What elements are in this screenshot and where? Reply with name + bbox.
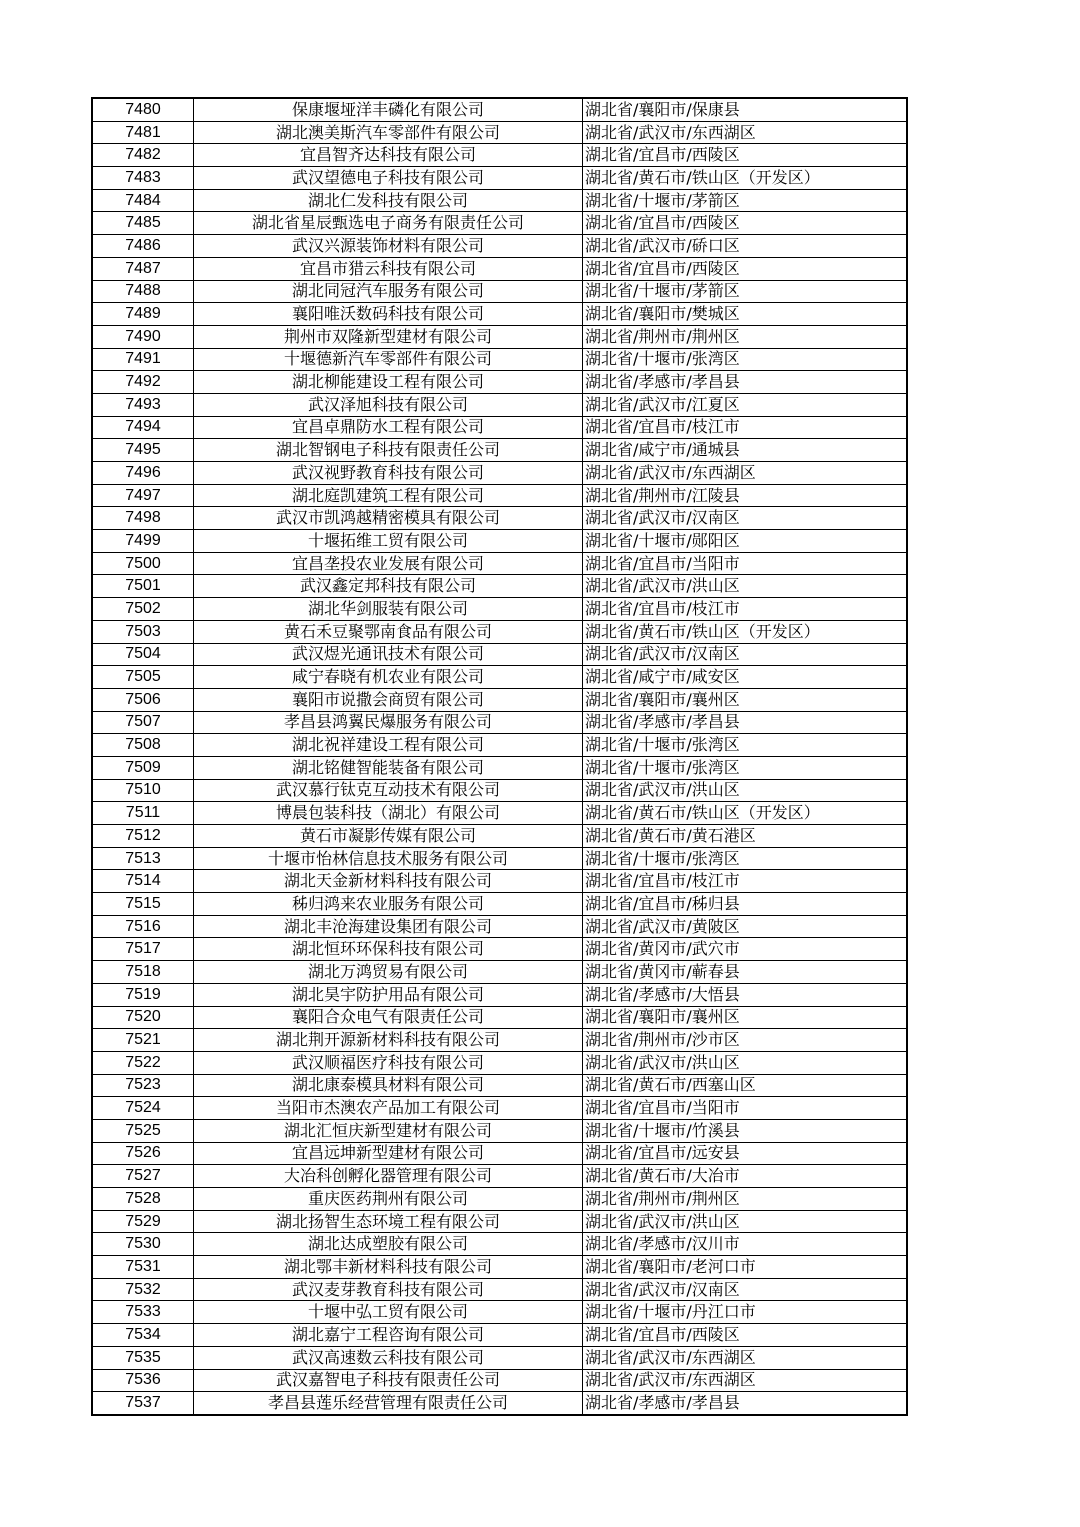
company-name-cell: 湖北荆开源新材料科技有限公司 <box>194 1029 583 1052</box>
company-name-cell: 黄石市凝影传媒有限公司 <box>194 825 583 848</box>
table-row <box>92 371 907 394</box>
region-cell: 湖北省/宜昌市/西陵区 <box>583 144 908 167</box>
region-cell: 湖北省/十堰市/丹江口市 <box>583 1301 908 1324</box>
row-number-cell: 7484 <box>92 189 194 212</box>
table-row <box>92 1210 907 1233</box>
region-cell: 湖北省/宜昌市/当阳市 <box>583 552 908 575</box>
row-number-cell: 7530 <box>92 1233 194 1256</box>
table-row <box>92 1233 907 1256</box>
company-name-cell: 襄阳唯沃数码科技有限公司 <box>194 303 583 326</box>
table-row <box>92 212 907 235</box>
row-number-cell: 7495 <box>92 439 194 462</box>
region-cell: 湖北省/宜昌市/远安县 <box>583 1142 908 1165</box>
table-row <box>92 598 907 621</box>
company-name-cell: 孝昌县鸿翼民爆服务有限公司 <box>194 711 583 734</box>
company-name-cell: 湖北省星辰甄选电子商务有限责任公司 <box>194 212 583 235</box>
region-cell: 湖北省/孝感市/孝昌县 <box>583 711 908 734</box>
row-number-cell: 7482 <box>92 144 194 167</box>
company-name-cell: 秭归鸿来农业服务有限公司 <box>194 893 583 916</box>
region-cell: 湖北省/孝感市/孝昌县 <box>583 1392 908 1415</box>
table-row <box>92 756 907 779</box>
table-row <box>92 121 907 144</box>
row-number-cell: 7503 <box>92 620 194 643</box>
region-cell: 湖北省/孝感市/孝昌县 <box>583 371 908 394</box>
company-name-cell: 湖北丰沧海建设集团有限公司 <box>194 915 583 938</box>
table-row <box>92 1392 907 1415</box>
row-number-cell: 7517 <box>92 938 194 961</box>
row-number-cell: 7489 <box>92 303 194 326</box>
row-number-cell: 7525 <box>92 1119 194 1142</box>
region-cell: 湖北省/十堰市/郧阳区 <box>583 530 908 553</box>
row-number-cell: 7516 <box>92 915 194 938</box>
row-number-cell: 7512 <box>92 825 194 848</box>
company-name-cell: 武汉望德电子科技有限公司 <box>194 167 583 190</box>
table-row <box>92 575 907 598</box>
company-name-cell: 孝昌县莲乐经营管理有限责任公司 <box>194 1392 583 1415</box>
table-row <box>92 734 907 757</box>
row-number-cell: 7522 <box>92 1051 194 1074</box>
table-row <box>92 983 907 1006</box>
row-number-cell: 7488 <box>92 280 194 303</box>
region-cell: 湖北省/武汉市/洪山区 <box>583 575 908 598</box>
region-cell: 湖北省/孝感市/汉川市 <box>583 1233 908 1256</box>
table-row <box>92 144 907 167</box>
row-number-cell: 7535 <box>92 1346 194 1369</box>
region-cell: 湖北省/襄阳市/襄州区 <box>583 1006 908 1029</box>
row-number-cell: 7508 <box>92 734 194 757</box>
table-row <box>92 1119 907 1142</box>
table-row <box>92 1188 907 1211</box>
row-number-cell: 7529 <box>92 1210 194 1233</box>
row-number-cell: 7532 <box>92 1278 194 1301</box>
row-number-cell: 7486 <box>92 235 194 258</box>
table-row <box>92 280 907 303</box>
row-number-cell: 7480 <box>92 98 194 121</box>
row-number-cell: 7506 <box>92 688 194 711</box>
table-row <box>92 779 907 802</box>
table-row <box>92 1165 907 1188</box>
row-number-cell: 7527 <box>92 1165 194 1188</box>
company-name-cell: 宜昌智齐达科技有限公司 <box>194 144 583 167</box>
company-name-cell: 湖北智钢电子科技有限责任公司 <box>194 439 583 462</box>
table-row <box>92 1074 907 1097</box>
table-row <box>92 1346 907 1369</box>
company-name-cell: 博晨包装科技（湖北）有限公司 <box>194 802 583 825</box>
table-row <box>92 620 907 643</box>
row-number-cell: 7521 <box>92 1029 194 1052</box>
region-cell: 湖北省/武汉市/江夏区 <box>583 393 908 416</box>
company-name-cell: 湖北扬智生态环境工程有限公司 <box>194 1210 583 1233</box>
row-number-cell: 7509 <box>92 756 194 779</box>
company-name-cell: 湖北鄂丰新材料科技有限公司 <box>194 1256 583 1279</box>
table-row <box>92 1278 907 1301</box>
table-row <box>92 1142 907 1165</box>
region-cell: 湖北省/武汉市/东西湖区 <box>583 1369 908 1392</box>
table-row <box>92 847 907 870</box>
row-number-cell: 7511 <box>92 802 194 825</box>
table-row <box>92 507 907 530</box>
row-number-cell: 7528 <box>92 1188 194 1211</box>
table-row <box>92 961 907 984</box>
region-cell: 湖北省/宜昌市/枝江市 <box>583 416 908 439</box>
region-cell: 湖北省/宜昌市/西陵区 <box>583 212 908 235</box>
region-cell: 湖北省/十堰市/竹溪县 <box>583 1119 908 1142</box>
company-name-cell: 湖北铭健智能装备有限公司 <box>194 756 583 779</box>
company-name-cell: 黄石禾豆聚鄂南食品有限公司 <box>194 620 583 643</box>
table-row <box>92 303 907 326</box>
region-cell: 湖北省/武汉市/硚口区 <box>583 235 908 258</box>
table-row <box>92 1301 907 1324</box>
company-name-cell: 武汉慕行钛克互动技术有限公司 <box>194 779 583 802</box>
row-number-cell: 7485 <box>92 212 194 235</box>
row-number-cell: 7505 <box>92 666 194 689</box>
row-number-cell: 7519 <box>92 983 194 1006</box>
company-name-cell: 湖北澳美斯汽车零部件有限公司 <box>194 121 583 144</box>
row-number-cell: 7518 <box>92 961 194 984</box>
table-row <box>92 870 907 893</box>
table-row <box>92 552 907 575</box>
row-number-cell: 7487 <box>92 257 194 280</box>
region-cell: 湖北省/十堰市/张湾区 <box>583 734 908 757</box>
region-cell: 湖北省/咸宁市/通城县 <box>583 439 908 462</box>
table-row <box>92 167 907 190</box>
row-number-cell: 7504 <box>92 643 194 666</box>
company-name-cell: 湖北天金新材料科技有限公司 <box>194 870 583 893</box>
company-name-cell: 武汉鑫定邦科技有限公司 <box>194 575 583 598</box>
region-cell: 湖北省/黄石市/黄石港区 <box>583 825 908 848</box>
region-cell: 湖北省/襄阳市/樊城区 <box>583 303 908 326</box>
region-cell: 湖北省/孝感市/大悟县 <box>583 983 908 1006</box>
table-row <box>92 802 907 825</box>
region-cell: 湖北省/黄石市/铁山区（开发区） <box>583 620 908 643</box>
row-number-cell: 7510 <box>92 779 194 802</box>
region-cell: 湖北省/黄冈市/武穴市 <box>583 938 908 961</box>
table-row <box>92 1029 907 1052</box>
row-number-cell: 7500 <box>92 552 194 575</box>
company-name-cell: 重庆医药荆州有限公司 <box>194 1188 583 1211</box>
company-name-cell: 保康堰垭洋丰磷化有限公司 <box>194 98 583 121</box>
row-number-cell: 7524 <box>92 1097 194 1120</box>
company-list-table <box>91 97 908 1416</box>
company-list-body <box>92 98 907 1415</box>
company-name-cell: 宜昌卓鼎防水工程有限公司 <box>194 416 583 439</box>
company-name-cell: 武汉顺福医疗科技有限公司 <box>194 1051 583 1074</box>
row-number-cell: 7507 <box>92 711 194 734</box>
company-name-cell: 湖北康泰模具材料有限公司 <box>194 1074 583 1097</box>
row-number-cell: 7496 <box>92 462 194 485</box>
row-number-cell: 7501 <box>92 575 194 598</box>
company-name-cell: 湖北汇恒庆新型建材有限公司 <box>194 1119 583 1142</box>
company-name-cell: 十堰市怡林信息技术服务有限公司 <box>194 847 583 870</box>
company-name-cell: 湖北祝祥建设工程有限公司 <box>194 734 583 757</box>
row-number-cell: 7491 <box>92 348 194 371</box>
row-number-cell: 7481 <box>92 121 194 144</box>
company-name-cell: 宜昌垄投农业发展有限公司 <box>194 552 583 575</box>
company-name-cell: 荆州市双隆新型建材有限公司 <box>194 325 583 348</box>
table-row <box>92 257 907 280</box>
company-name-cell: 武汉视野教育科技有限公司 <box>194 462 583 485</box>
region-cell: 湖北省/宜昌市/枝江市 <box>583 598 908 621</box>
row-number-cell: 7499 <box>92 530 194 553</box>
company-name-cell: 湖北庭凯建筑工程有限公司 <box>194 484 583 507</box>
row-number-cell: 7492 <box>92 371 194 394</box>
region-cell: 湖北省/黄石市/西塞山区 <box>583 1074 908 1097</box>
table-row <box>92 98 907 121</box>
company-name-cell: 宜昌市猎云科技有限公司 <box>194 257 583 280</box>
company-name-cell: 武汉高速数云科技有限公司 <box>194 1346 583 1369</box>
company-name-cell: 武汉嘉智电子科技有限责任公司 <box>194 1369 583 1392</box>
table-row <box>92 688 907 711</box>
table-row <box>92 643 907 666</box>
region-cell: 湖北省/武汉市/东西湖区 <box>583 1346 908 1369</box>
company-name-cell: 襄阳合众电气有限责任公司 <box>194 1006 583 1029</box>
region-cell: 湖北省/荆州市/荆州区 <box>583 325 908 348</box>
row-number-cell: 7490 <box>92 325 194 348</box>
table-row <box>92 235 907 258</box>
row-number-cell: 7533 <box>92 1301 194 1324</box>
company-name-cell: 武汉煜光通讯技术有限公司 <box>194 643 583 666</box>
table-row <box>92 393 907 416</box>
company-name-cell: 湖北嘉宁工程咨询有限公司 <box>194 1324 583 1347</box>
company-name-cell: 十堰德新汽车零部件有限公司 <box>194 348 583 371</box>
region-cell: 湖北省/宜昌市/枝江市 <box>583 870 908 893</box>
region-cell: 湖北省/黄冈市/蕲春县 <box>583 961 908 984</box>
region-cell: 湖北省/十堰市/张湾区 <box>583 348 908 371</box>
region-cell: 湖北省/咸宁市/咸安区 <box>583 666 908 689</box>
region-cell: 湖北省/十堰市/张湾区 <box>583 847 908 870</box>
region-cell: 湖北省/十堰市/茅箭区 <box>583 280 908 303</box>
row-number-cell: 7531 <box>92 1256 194 1279</box>
company-name-cell: 湖北同冠汽车服务有限公司 <box>194 280 583 303</box>
table-row <box>92 711 907 734</box>
region-cell: 湖北省/黄石市/铁山区（开发区） <box>583 802 908 825</box>
table-row <box>92 416 907 439</box>
row-number-cell: 7536 <box>92 1369 194 1392</box>
region-cell: 湖北省/武汉市/东西湖区 <box>583 121 908 144</box>
company-name-cell: 武汉市凯鸿越精密模具有限公司 <box>194 507 583 530</box>
region-cell: 湖北省/武汉市/洪山区 <box>583 1210 908 1233</box>
company-name-cell: 咸宁春晓有机农业有限公司 <box>194 666 583 689</box>
row-number-cell: 7483 <box>92 167 194 190</box>
region-cell: 湖北省/武汉市/汉南区 <box>583 1278 908 1301</box>
company-name-cell: 湖北恒环环保科技有限公司 <box>194 938 583 961</box>
company-name-cell: 当阳市杰澳农产品加工有限公司 <box>194 1097 583 1120</box>
table-row <box>92 893 907 916</box>
region-cell: 湖北省/武汉市/汉南区 <box>583 507 908 530</box>
row-number-cell: 7537 <box>92 1392 194 1415</box>
row-number-cell: 7493 <box>92 393 194 416</box>
region-cell: 湖北省/襄阳市/襄州区 <box>583 688 908 711</box>
company-name-cell: 湖北达成塑胶有限公司 <box>194 1233 583 1256</box>
row-number-cell: 7498 <box>92 507 194 530</box>
region-cell: 湖北省/宜昌市/西陵区 <box>583 1324 908 1347</box>
company-name-cell: 武汉麦芽教育科技有限公司 <box>194 1278 583 1301</box>
table-row <box>92 1369 907 1392</box>
table-row <box>92 1097 907 1120</box>
region-cell: 湖北省/十堰市/张湾区 <box>583 756 908 779</box>
row-number-cell: 7502 <box>92 598 194 621</box>
table-row <box>92 1051 907 1074</box>
table-row <box>92 1256 907 1279</box>
row-number-cell: 7497 <box>92 484 194 507</box>
row-number-cell: 7513 <box>92 847 194 870</box>
table-row <box>92 915 907 938</box>
row-number-cell: 7494 <box>92 416 194 439</box>
company-name-cell: 武汉兴源装饰材料有限公司 <box>194 235 583 258</box>
region-cell: 湖北省/武汉市/洪山区 <box>583 1051 908 1074</box>
table-row <box>92 189 907 212</box>
table-row <box>92 484 907 507</box>
table-row <box>92 825 907 848</box>
table-row <box>92 325 907 348</box>
company-name-cell: 湖北仁发科技有限公司 <box>194 189 583 212</box>
row-number-cell: 7520 <box>92 1006 194 1029</box>
company-name-cell: 大冶科创孵化器管理有限公司 <box>194 1165 583 1188</box>
company-name-cell: 湖北华剑服装有限公司 <box>194 598 583 621</box>
row-number-cell: 7514 <box>92 870 194 893</box>
region-cell: 湖北省/武汉市/汉南区 <box>583 643 908 666</box>
region-cell: 湖北省/十堰市/茅箭区 <box>583 189 908 212</box>
region-cell: 湖北省/宜昌市/西陵区 <box>583 257 908 280</box>
region-cell: 湖北省/襄阳市/老河口市 <box>583 1256 908 1279</box>
table-row <box>92 666 907 689</box>
company-name-cell: 湖北柳能建设工程有限公司 <box>194 371 583 394</box>
company-name-cell: 湖北万鸿贸易有限公司 <box>194 961 583 984</box>
table-row <box>92 530 907 553</box>
region-cell: 湖北省/宜昌市/当阳市 <box>583 1097 908 1120</box>
company-name-cell: 宜昌远坤新型建材有限公司 <box>194 1142 583 1165</box>
region-cell: 湖北省/黄石市/铁山区（开发区） <box>583 167 908 190</box>
company-name-cell: 襄阳市说撒会商贸有限公司 <box>194 688 583 711</box>
region-cell: 湖北省/宜昌市/秭归县 <box>583 893 908 916</box>
company-name-cell: 十堰中弘工贸有限公司 <box>194 1301 583 1324</box>
region-cell: 湖北省/荆州市/沙市区 <box>583 1029 908 1052</box>
table-row <box>92 462 907 485</box>
table-row <box>92 938 907 961</box>
table-row <box>92 1324 907 1347</box>
row-number-cell: 7534 <box>92 1324 194 1347</box>
region-cell: 湖北省/黄石市/大冶市 <box>583 1165 908 1188</box>
company-name-cell: 武汉泽旭科技有限公司 <box>194 393 583 416</box>
row-number-cell: 7526 <box>92 1142 194 1165</box>
region-cell: 湖北省/武汉市/东西湖区 <box>583 462 908 485</box>
company-name-cell: 十堰拓维工贸有限公司 <box>194 530 583 553</box>
region-cell: 湖北省/荆州市/荆州区 <box>583 1188 908 1211</box>
region-cell: 湖北省/武汉市/黄陂区 <box>583 915 908 938</box>
region-cell: 湖北省/荆州市/江陵县 <box>583 484 908 507</box>
company-name-cell: 湖北昊宇防护用品有限公司 <box>194 983 583 1006</box>
table-row <box>92 439 907 462</box>
row-number-cell: 7523 <box>92 1074 194 1097</box>
region-cell: 湖北省/武汉市/洪山区 <box>583 779 908 802</box>
table-row <box>92 348 907 371</box>
row-number-cell: 7515 <box>92 893 194 916</box>
table-row <box>92 1006 907 1029</box>
region-cell: 湖北省/襄阳市/保康县 <box>583 98 908 121</box>
